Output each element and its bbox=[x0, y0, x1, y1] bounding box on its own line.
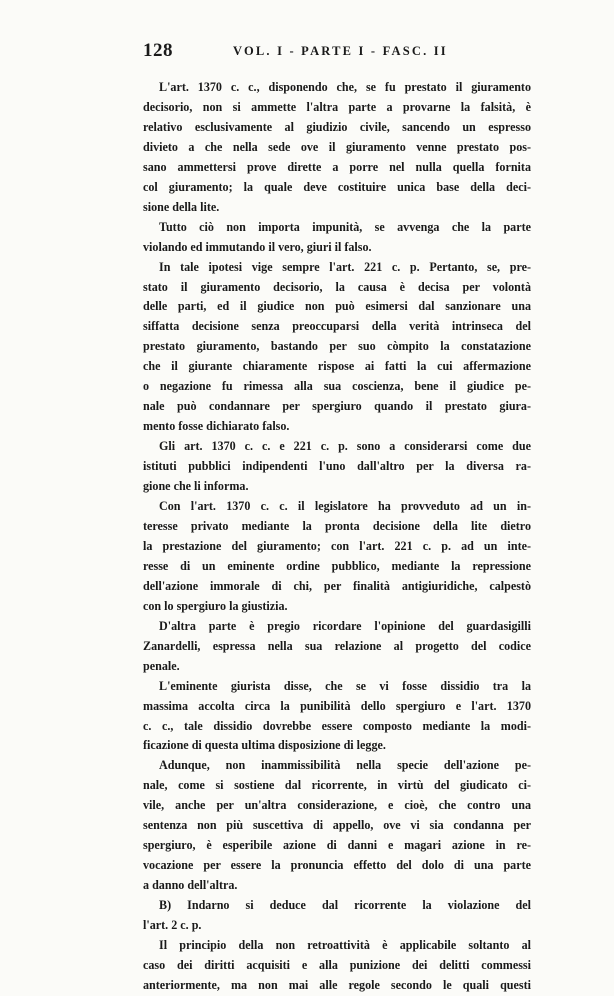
text-line: anteriormente, ma non mai alle regole secondo le quali questi bbox=[143, 977, 531, 992]
text-line: nale, come si sostiene dal ricorrente, in virtù del giudicato ci- bbox=[143, 778, 531, 793]
text-line: Zanardelli, espressa nella sua relazione al progetto del codice bbox=[143, 638, 531, 653]
text-line: D'altra parte è pregio ricordare l'opinione del guardasigilli bbox=[159, 618, 531, 633]
text-line: vile, anche per un'altra considerazione, e cioè, che contro una bbox=[143, 798, 531, 813]
text-line: sione della lite. bbox=[143, 199, 220, 214]
text-line: l'art. 2 c. p. bbox=[143, 918, 202, 933]
text-line: Tutto ciò non importa impunità, se avvenga che la parte bbox=[159, 219, 531, 234]
text-line: dell'azione immorale di chi, per finalità antigiuridiche, calpestò bbox=[143, 578, 531, 593]
page-number: 128 bbox=[143, 40, 173, 61]
text-line: siffatta decisione senza preoccuparsi della verità intrinseca del bbox=[143, 319, 531, 334]
text-line: L'eminente giurista disse, che se vi fosse dissidio tra la bbox=[159, 678, 531, 693]
body-text bbox=[143, 78, 531, 996]
text-line: divieto a che nella sede ove il giuramento venne prestato pos- bbox=[143, 139, 531, 154]
text-line: B) Indarno si deduce dal ricorrente la violazione del bbox=[159, 898, 531, 913]
text-line: gione che li informa. bbox=[143, 479, 249, 494]
text-line: o negazione fu rimessa alla sua coscienza, bene il giudice pe- bbox=[143, 379, 531, 394]
text-line: penale. bbox=[143, 658, 180, 673]
text-line: violando ed immutando il vero, giuri il falso. bbox=[143, 239, 372, 254]
text-line: sentenza non più suscettiva di appello, ove vi sia condanna per bbox=[143, 818, 531, 833]
text-line: caso dei diritti acquisiti e alla punizione dei delitti commessi bbox=[143, 957, 531, 972]
text-line: delle parti, ed il giudice non può esimersi dal sanzionare una bbox=[143, 299, 531, 314]
text-line: stato il giuramento decisorio, la causa è decisa per volontà bbox=[143, 279, 531, 294]
text-line: Adunque, non inammissibilità nella specie dell'azione pe- bbox=[159, 758, 531, 773]
text-line: relativo esclusivamente al giudizio civile, sancendo un espresso bbox=[143, 119, 531, 134]
text-line: a danno dell'altra. bbox=[143, 878, 238, 893]
text-line: Il principio della non retroattività è applicabile soltanto al bbox=[159, 937, 531, 952]
text-line: col giuramento; la quale deve costituire unica base della deci- bbox=[143, 179, 531, 194]
text-line: che il giurante chiaramente rispose ai fatti la cui affermazione bbox=[143, 359, 531, 374]
page-header bbox=[143, 40, 538, 62]
text-line: istituti pubblici indipendenti l'uno dall'altro per la diversa ra- bbox=[143, 459, 531, 474]
text-line: prestato giuramento, bastando per suo còmpito la constatazione bbox=[143, 339, 531, 354]
text-line: sano ammettersi prove dirette a porre nel nulla quella fornita bbox=[143, 159, 531, 174]
running-head: VOL. I - PARTE I - FASC. II bbox=[233, 44, 448, 58]
text-line: spergiuro, è esperibile azione di danni e magari azione in re- bbox=[143, 838, 531, 853]
text-line: massima accolta circa la punibilità dello spergiuro e l'art. 1370 bbox=[143, 698, 531, 713]
text-line: vocazione per essere la pronuncia effetto del dolo di una parte bbox=[143, 858, 531, 873]
text-line: nale può condannare per spergiuro quando il prestato giura- bbox=[143, 399, 531, 414]
text-line: resse di un eminente ordine pubblico, mediante la repressione bbox=[143, 558, 531, 573]
text-line: c. c., tale dissidio dovrebbe essere composto mediante la modi- bbox=[143, 718, 531, 733]
text-line: mento fosse dichiarato falso. bbox=[143, 419, 290, 434]
text-line: L'art. 1370 c. c., disponendo che, se fu prestato il giuramento bbox=[159, 80, 531, 94]
text-line: con lo spergiuro la giustizia. bbox=[143, 598, 288, 613]
text-line: decisorio, non si ammette l'altra parte a provarne la falsità, è bbox=[143, 99, 531, 114]
text-line: teresse privato mediante la pronta decisione della lite dietro bbox=[143, 518, 531, 533]
text-line: la prestazione del giuramento; con l'art. 221 c. p. ad un inte- bbox=[143, 538, 531, 553]
text-line: Con l'art. 1370 c. c. il legislatore ha provveduto ad un in- bbox=[159, 499, 531, 514]
text-line: In tale ipotesi vige sempre l'art. 221 c. p. Pertanto, se, pre- bbox=[159, 259, 531, 274]
text-line: ficazione di questa ultima disposizione di legge. bbox=[143, 738, 386, 753]
text-line: Gli art. 1370 c. c. e 221 c. p. sono a considerarsi come due bbox=[159, 439, 531, 454]
